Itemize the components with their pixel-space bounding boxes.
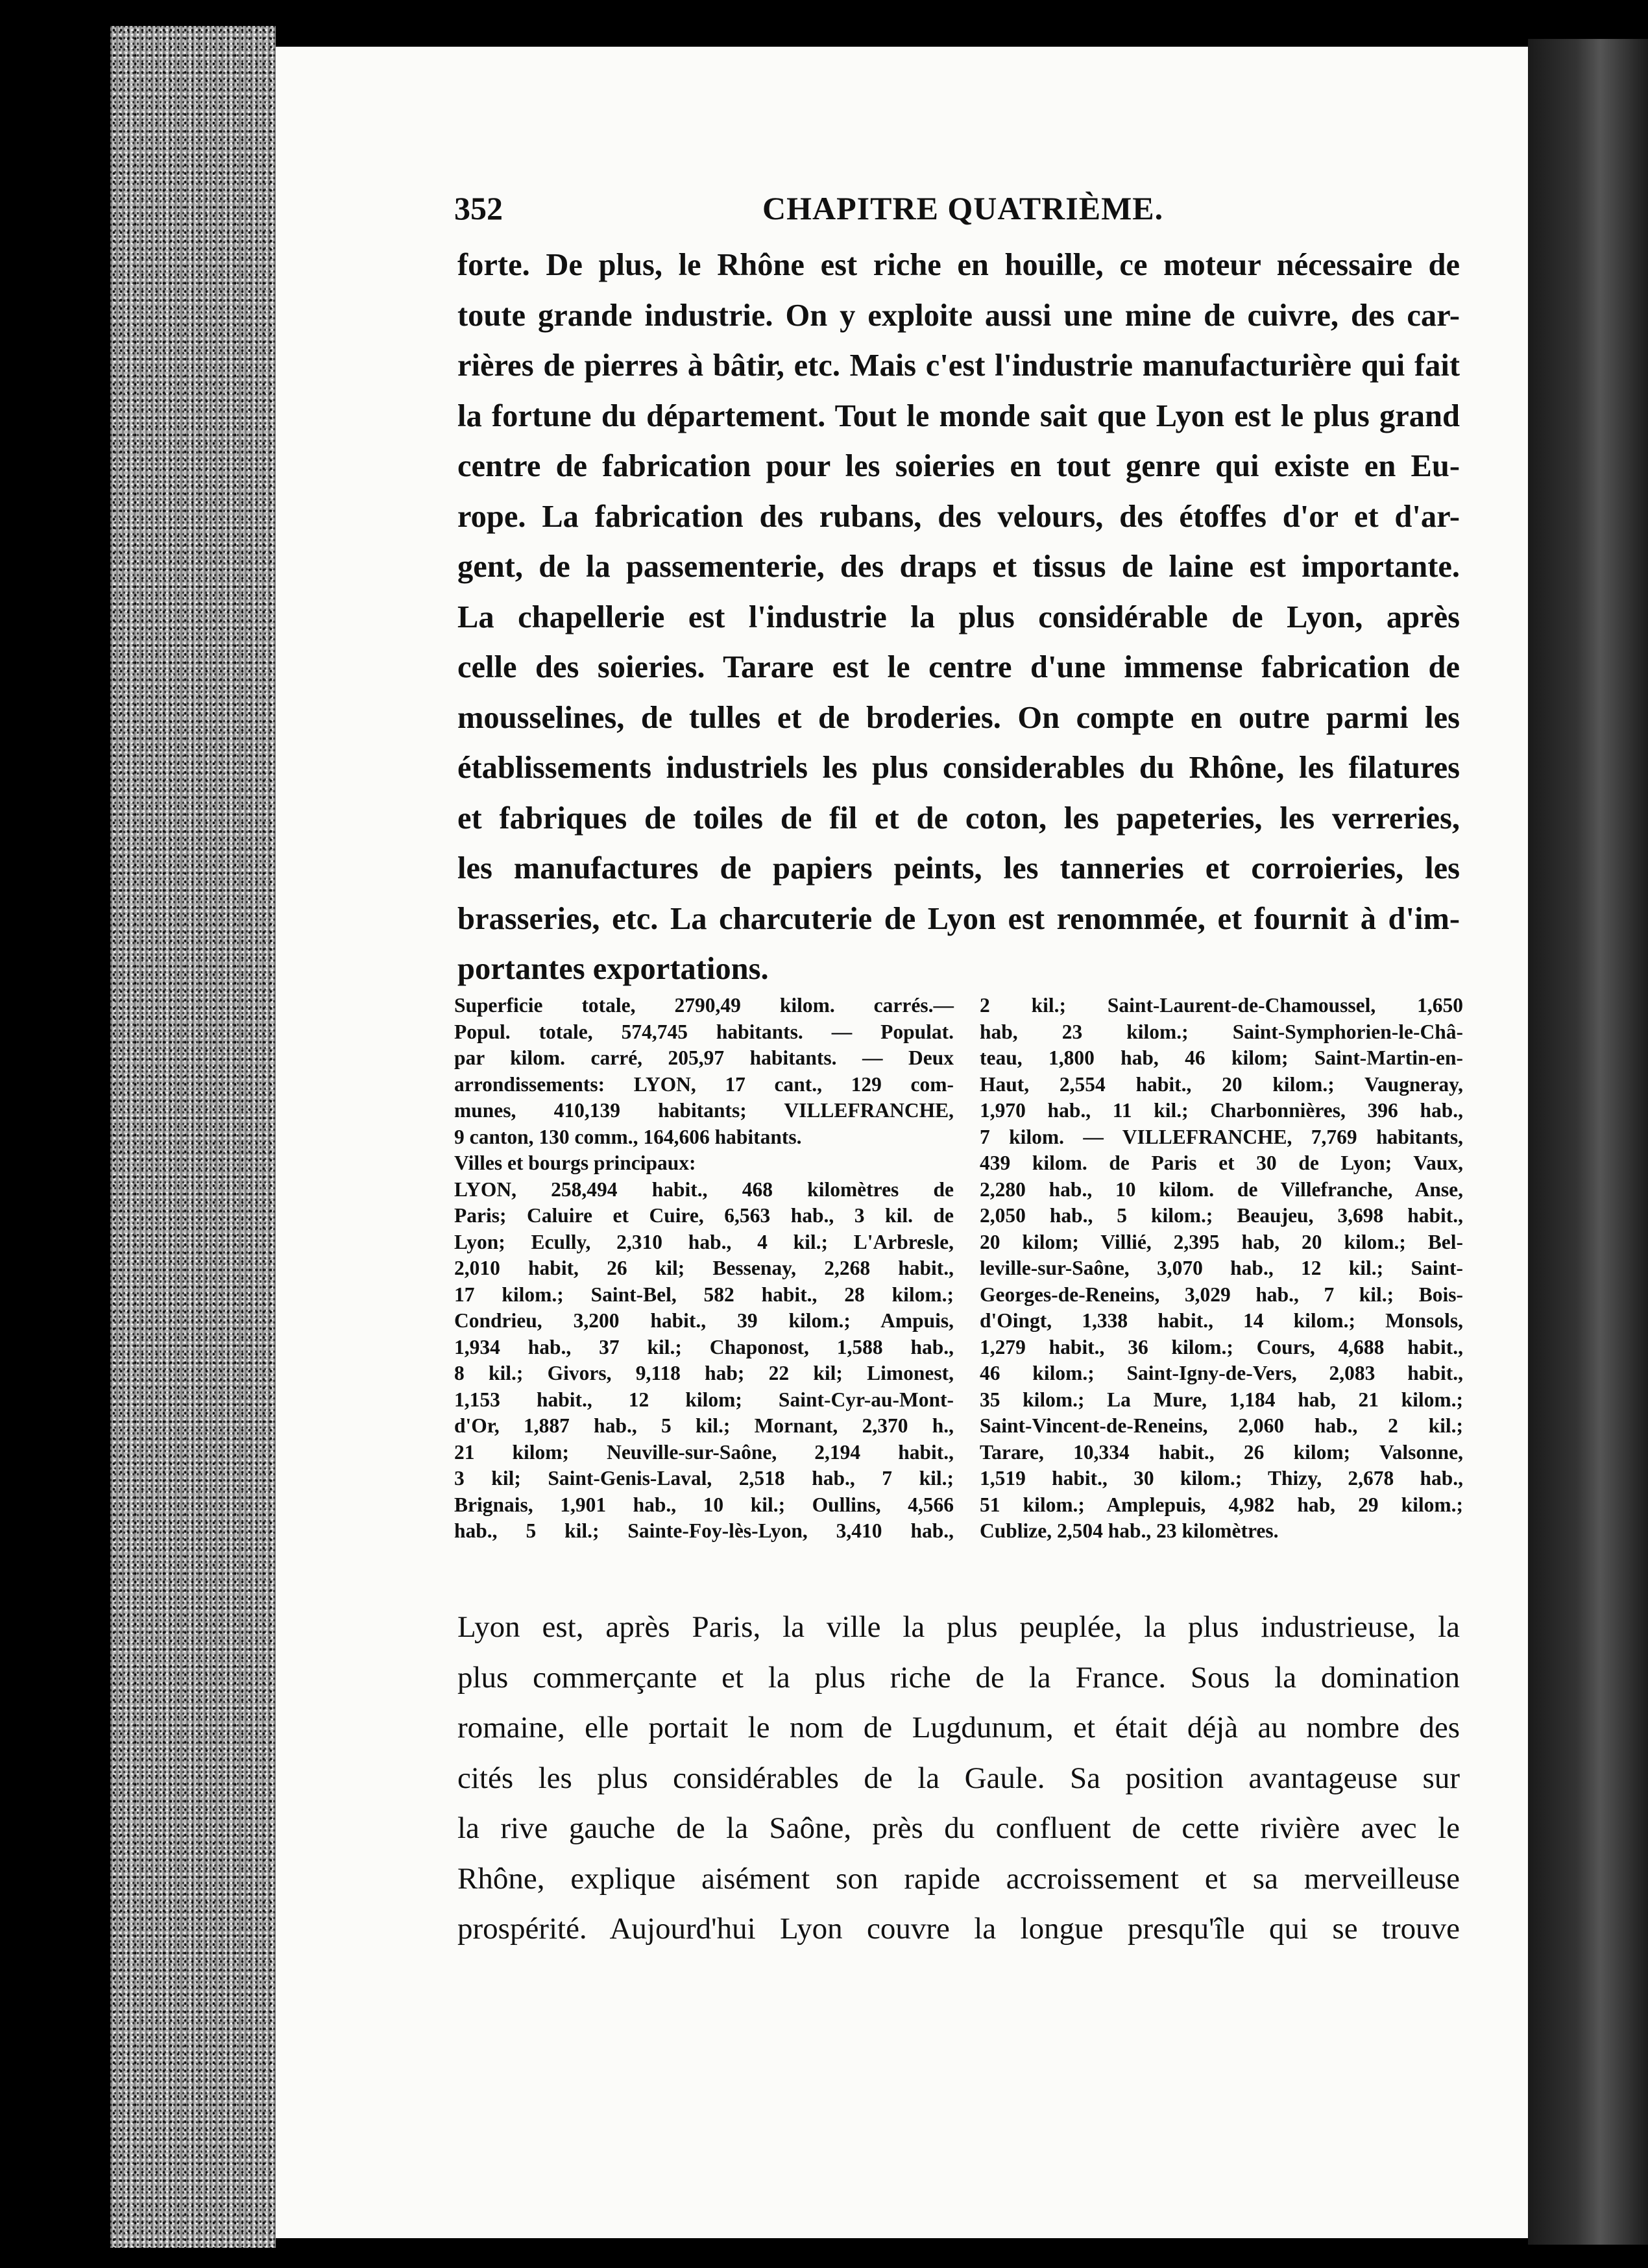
stat-line: 1,153 habit., 12 kilom; Saint-Cyr-au-Mont- bbox=[454, 1388, 954, 1411]
text-line: la rive gauche de la Saône, près du confluent de cette rivière avec le bbox=[457, 1811, 1460, 1845]
text-line: plus commerçante et la plus riche de la France. Sous la domination bbox=[457, 1660, 1460, 1695]
text-line: mousselines, de tulles et de broderies. On compte en outre parmi les bbox=[457, 700, 1460, 735]
stat-line: 439 kilom. de Paris et 30 de Lyon; Vaux, bbox=[980, 1152, 1463, 1174]
text-line: forte. De plus, le Rhône est riche en houille, ce moteur nécessaire de bbox=[457, 248, 1460, 282]
stat-line: arrondissements: LYON, 17 cant., 129 com- bbox=[454, 1072, 954, 1096]
stat-line: Tarare, 10,334 habit., 26 kilom; Valsonne, bbox=[980, 1440, 1463, 1464]
page-number: 352 bbox=[454, 190, 503, 226]
stat-line: 35 kilom.; La Mure, 1,184 hab, 21 kilom.; bbox=[980, 1388, 1463, 1411]
stat-line: Georges-de-Reneins, 3,029 hab., 7 kil.; Bois- bbox=[980, 1283, 1463, 1306]
stat-line: munes, 410,139 habitants; VILLEFRANCHE, bbox=[454, 1099, 954, 1122]
stat-line: 20 kilom; Villié, 2,395 hab, 20 kilom.; Bel- bbox=[980, 1230, 1463, 1253]
text-line: toute grande industrie. On y exploite aussi une mine de cuivre, des car- bbox=[457, 298, 1460, 333]
stat-line: 1,934 hab., 37 kil.; Chaponost, 1,588 hab., bbox=[454, 1335, 954, 1358]
running-head: CHAPITRE QUATRIÈME. bbox=[762, 190, 1164, 226]
text-line: portantes exportations. bbox=[457, 952, 769, 986]
text-line: Lyon est, après Paris, la ville la plus peuplée, la plus industrieuse, la bbox=[457, 1610, 1460, 1644]
statistics-column-left bbox=[454, 993, 954, 1545]
stat-line: 2,050 hab., 5 kilom.; Beaujeu, 3,698 habit., bbox=[980, 1204, 1463, 1227]
stat-line: Condrieu, 3,200 habit., 39 kilom.; Ampuis, bbox=[454, 1309, 954, 1332]
stat-line: d'Oingt, 1,338 habit., 14 kilom.; Monsols, bbox=[980, 1309, 1463, 1332]
text-line: brasseries, etc. La charcuterie de Lyon est renommée, et fournit à d'im- bbox=[457, 901, 1460, 936]
stat-line: Popul. totale, 574,745 habitants. — Populat. bbox=[454, 1020, 954, 1043]
stat-line: 9 canton, 130 comm., 164,606 habitants. bbox=[454, 1125, 802, 1148]
stat-line: 8 kil.; Givors, 9,118 hab; 22 kil; Limonest, bbox=[454, 1362, 954, 1384]
facing-page-shadow bbox=[1528, 39, 1648, 2245]
stat-line: 46 kilom.; Saint-Igny-de-Vers, 2,083 habit., bbox=[980, 1362, 1463, 1384]
statistics-column-right bbox=[980, 993, 1463, 1545]
text-line: centre de fabrication pour les soieries en tout genre qui existe en Eu- bbox=[457, 449, 1460, 483]
text-line: romaine, elle portait le nom de Lugdunum, et était déjà au nombre des bbox=[457, 1711, 1460, 1744]
text-line: prospérité. Aujourd'hui Lyon couvre la longue presqu'île qui se trouve bbox=[457, 1912, 1460, 1946]
stat-line: 51 kilom.; Amplepuis, 4,982 hab, 29 kilom.; bbox=[980, 1493, 1463, 1516]
stat-line: 1,519 habit., 30 kilom.; Thizy, 2,678 hab., bbox=[980, 1467, 1463, 1490]
stat-line: Haut, 2,554 habit., 20 kilom.; Vaugneray, bbox=[980, 1072, 1463, 1096]
text-line: rope. La fabrication des rubans, des velours, des étoffes d'or et d'ar- bbox=[457, 499, 1460, 534]
text-line: rières de pierres à bâtir, etc. Mais c'est l'industrie manufacturière qui fait bbox=[457, 348, 1460, 383]
text-line: cités les plus considérables de la Gaule. Sa position avantageuse sur bbox=[457, 1761, 1460, 1795]
stat-line: hab., 5 kil.; Sainte-Foy-lès-Lyon, 3,410 hab., bbox=[454, 1519, 954, 1542]
stat-line: Superficie totale, 2790,49 kilom. carrés.— bbox=[454, 994, 954, 1017]
stat-subheading: Villes et bourgs principaux: bbox=[454, 1152, 696, 1174]
stat-line: 3 kil; Saint-Genis-Laval, 2,518 hab., 7 kil.; bbox=[454, 1467, 954, 1490]
stat-line: Brignais, 1,901 hab., 10 kil.; Oullins, 4,566 bbox=[454, 1493, 954, 1516]
text-line: établissements industriels les plus considerables du Rhône, les filatures bbox=[457, 751, 1460, 785]
stat-line: d'Or, 1,887 hab., 5 kil.; Mornant, 2,370 h., bbox=[454, 1414, 954, 1437]
text-line: celle des soieries. Tarare est le centre d'une immense fabrication de bbox=[457, 650, 1460, 684]
stat-line: Cublize, 2,504 hab., 23 kilomètres. bbox=[980, 1519, 1279, 1542]
stat-line: LYON, 258,494 habit., 468 kilomètres de bbox=[454, 1177, 954, 1201]
stat-line: teau, 1,800 hab, 46 kilom; Saint-Martin-en- bbox=[980, 1046, 1463, 1069]
text-line: Rhône, explique aisément son rapide accroissement et sa merveilleuse bbox=[457, 1861, 1460, 1896]
stat-line: Paris; Caluire et Cuire, 6,563 hab., 3 kil. de bbox=[454, 1204, 954, 1227]
text-line: et fabriques de toiles de fil et de coton, les papeteries, les verreries, bbox=[457, 801, 1460, 836]
lyon-paragraph bbox=[457, 1602, 1460, 1955]
stat-line: 7 kilom. — VILLEFRANCHE, 7,769 habitants, bbox=[980, 1125, 1463, 1148]
text-line: gent, de la passementerie, des draps et tissus de laine est importante. bbox=[457, 549, 1460, 584]
stat-line: Lyon; Ecully, 2,310 hab., 4 kil.; L'Arbresle, bbox=[454, 1230, 954, 1253]
stat-line: 1,279 habit., 36 kilom.; Cours, 4,688 habit., bbox=[980, 1335, 1463, 1358]
stat-line: leville-sur-Saône, 3,070 hab., 12 kil.; Saint- bbox=[980, 1257, 1463, 1279]
stat-line: par kilom. carré, 205,97 habitants. — Deux bbox=[454, 1046, 954, 1069]
text-line: les manufactures de papiers peints, les tanneries et corroieries, les bbox=[457, 851, 1460, 886]
scanned-page-edge bbox=[110, 26, 276, 2248]
stat-line: 21 kilom; Neuville-sur-Saône, 2,194 habit., bbox=[454, 1440, 954, 1464]
text-line: La chapellerie est l'industrie la plus considérable de Lyon, après bbox=[457, 599, 1460, 634]
stat-line: Saint-Vincent-de-Reneins, 2,060 hab., 2 kil.; bbox=[980, 1414, 1463, 1437]
text-line: la fortune du département. Tout le monde sait que Lyon est le plus grand bbox=[457, 398, 1460, 433]
stat-line: 2 kil.; Saint-Laurent-de-Chamoussel, 1,650 bbox=[980, 994, 1463, 1017]
main-paragraph bbox=[457, 240, 1460, 995]
stat-line: 1,970 hab., 11 kil.; Charbonnières, 396 hab., bbox=[980, 1099, 1463, 1122]
stat-line: hab, 23 kilom.; Saint-Symphorien-le-Châ- bbox=[980, 1020, 1463, 1043]
stat-line: 17 kilom.; Saint-Bel, 582 habit., 28 kilom.; bbox=[454, 1283, 954, 1306]
stat-line: 2,280 hab., 10 kilom. de Villefranche, Anse, bbox=[980, 1177, 1463, 1201]
stat-line: 2,010 habit, 26 kil; Bessenay, 2,268 habit., bbox=[454, 1257, 954, 1279]
